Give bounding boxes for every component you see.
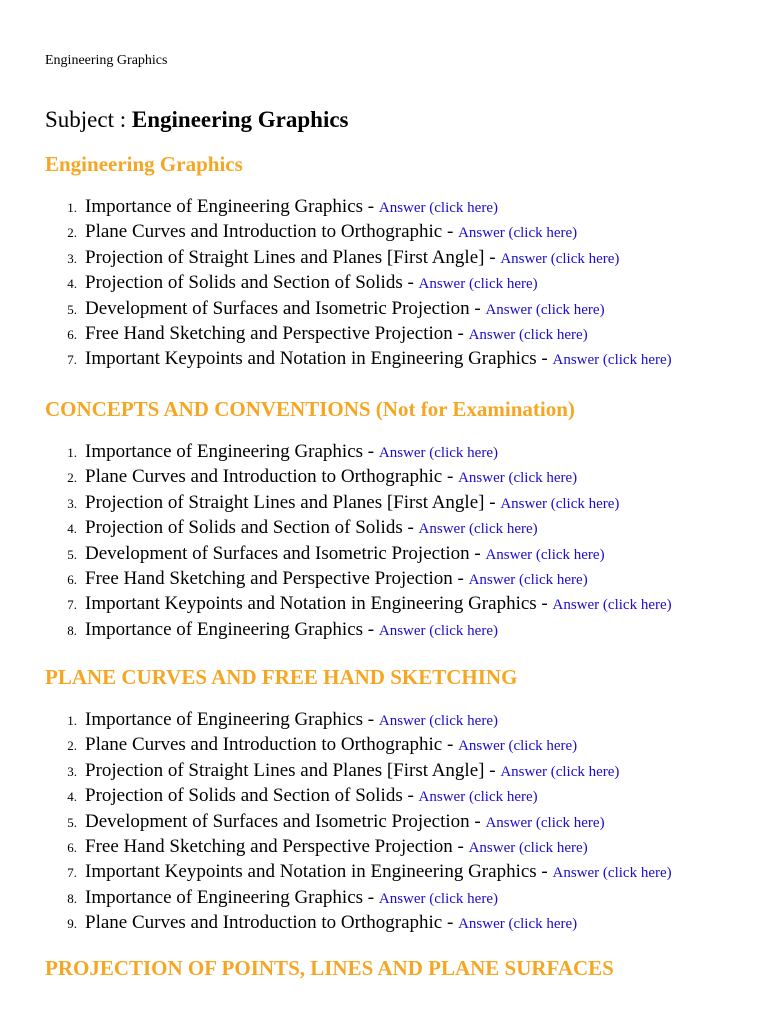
item-text: Projection of Solids and Section of Solids - <box>85 272 419 294</box>
list-item <box>45 298 735 321</box>
item-text: Important Keypoints and Notation in Engineering Graphics - <box>85 348 553 370</box>
list-item <box>45 836 735 859</box>
item-text: Development of Surfaces and Isometric Projection - <box>85 297 486 319</box>
item-text: Importance of Engineering Graphics - <box>85 618 379 640</box>
item-number: 4. <box>67 521 77 537</box>
question-list <box>45 441 735 644</box>
answer-link[interactable]: Answer (click here) <box>418 521 538 538</box>
list-item <box>45 492 735 515</box>
list-item <box>45 734 735 757</box>
list-item <box>45 517 735 540</box>
item-number: 4. <box>67 276 77 292</box>
item-text: Projection of Straight Lines and Planes [First Angle] - <box>85 759 501 781</box>
answer-link[interactable]: Answer (click here) <box>378 713 498 729</box>
section-title: PLANE CURVES AND FREE HAND SKETCHING <box>45 665 518 689</box>
item-number: 6. <box>67 571 77 587</box>
list-item <box>45 887 735 910</box>
item-text: Free Hand Sketching and Perspective Projection - <box>85 322 469 344</box>
answer-link[interactable]: Answer (click here) <box>468 326 588 343</box>
item-number: 6. <box>67 326 77 342</box>
list-item <box>45 272 735 295</box>
list-item <box>45 323 735 346</box>
item-text: Free Hand Sketching and Perspective Projection - <box>85 835 469 857</box>
section-title: PROJECTION OF POINTS, LINES AND PLANE SURFACES <box>45 956 614 980</box>
item-text: Important Keypoints and Notation in Engineering Graphics - <box>85 593 553 615</box>
item-number: 7. <box>67 865 77 881</box>
item-number: 1. <box>67 200 77 215</box>
item-text: Importance of Engineering Graphics - <box>85 886 379 908</box>
section-title: Engineering Graphics <box>45 152 243 176</box>
list-item <box>45 348 735 371</box>
answer-link[interactable]: Answer (click here) <box>485 546 605 563</box>
answer-link[interactable]: Answer (click here) <box>378 890 498 907</box>
answer-link[interactable]: Answer (click here) <box>418 789 538 806</box>
item-number: 8. <box>67 622 77 638</box>
item-number: 3. <box>67 250 77 266</box>
list-item <box>45 196 735 219</box>
item-number: 3. <box>67 763 77 779</box>
list-item <box>45 593 735 616</box>
list-item <box>45 785 735 808</box>
list-item <box>45 568 735 591</box>
list-item <box>45 811 735 834</box>
answer-link[interactable]: Answer (click here) <box>458 738 578 755</box>
item-number: 1. <box>67 713 77 728</box>
answer-link[interactable]: Answer (click here) <box>458 916 578 933</box>
list-item <box>45 466 735 489</box>
item-text: Plane Curves and Introduction to Orthographic - <box>85 912 459 934</box>
item-text: Projection of Solids and Section of Solids - <box>85 785 419 807</box>
answer-link[interactable]: Answer (click here) <box>485 814 605 831</box>
item-text: Projection of Solids and Section of Solids - <box>85 517 419 539</box>
item-number: 2. <box>67 470 77 486</box>
answer-link[interactable]: Answer (click here) <box>500 250 620 267</box>
list-item <box>45 619 735 642</box>
section-title: CONCEPTS AND CONVENTIONS (Not for Examination) <box>45 397 575 421</box>
answer-link[interactable]: Answer (click here) <box>552 352 672 369</box>
question-list <box>45 709 735 938</box>
list-item <box>45 543 735 566</box>
answer-link[interactable]: Answer (click here) <box>500 495 620 512</box>
list-item <box>45 247 735 270</box>
item-number: 5. <box>67 814 77 830</box>
item-text: Importance of Engineering Graphics - <box>85 709 379 730</box>
answer-link[interactable]: Answer (click here) <box>378 445 498 461</box>
item-text: Importance of Engineering Graphics - <box>85 196 379 217</box>
item-number: 5. <box>67 546 77 562</box>
item-number: 9. <box>67 916 77 932</box>
item-text: Plane Curves and Introduction to Orthographic - <box>85 221 459 243</box>
question-list <box>45 196 735 374</box>
subject-prefix: Subject : <box>45 107 132 132</box>
answer-link[interactable]: Answer (click here) <box>468 839 588 856</box>
answer-link[interactable]: Answer (click here) <box>378 622 498 639</box>
answer-link[interactable]: Answer (click here) <box>552 597 672 614</box>
list-item <box>45 221 735 244</box>
running-head: Engineering Graphics <box>45 53 168 68</box>
item-text: Plane Curves and Introduction to Orthographic - <box>85 734 459 756</box>
item-text: Important Keypoints and Notation in Engineering Graphics - <box>85 861 553 883</box>
page-title <box>45 106 349 134</box>
list-item <box>45 709 735 732</box>
item-number: 4. <box>67 789 77 805</box>
answer-link[interactable]: Answer (click here) <box>378 200 498 216</box>
list-item <box>45 912 735 935</box>
item-text: Importance of Engineering Graphics - <box>85 441 379 462</box>
list-item <box>45 760 735 783</box>
item-number: 2. <box>67 225 77 241</box>
item-text: Free Hand Sketching and Perspective Projection - <box>85 567 469 589</box>
list-item <box>45 861 735 884</box>
list-item <box>45 441 735 464</box>
item-text: Projection of Straight Lines and Planes [First Angle] - <box>85 491 501 513</box>
item-text: Development of Surfaces and Isometric Projection - <box>85 810 486 832</box>
answer-link[interactable]: Answer (click here) <box>552 865 672 882</box>
answer-link[interactable]: Answer (click here) <box>458 470 578 487</box>
item-number: 3. <box>67 495 77 511</box>
item-number: 7. <box>67 352 77 368</box>
item-number: 6. <box>67 839 77 855</box>
item-text: Projection of Straight Lines and Planes [First Angle] - <box>85 246 501 268</box>
subject-name: Engineering Graphics <box>131 107 349 132</box>
item-number: 8. <box>67 890 77 906</box>
item-text: Plane Curves and Introduction to Orthographic - <box>85 466 459 488</box>
answer-link[interactable]: Answer (click here) <box>500 763 620 780</box>
item-number: 1. <box>67 445 77 460</box>
item-number: 7. <box>67 597 77 613</box>
item-text: Development of Surfaces and Isometric Projection - <box>85 542 486 564</box>
item-number: 5. <box>67 301 77 317</box>
item-number: 2. <box>67 738 77 754</box>
answer-link[interactable]: Answer (click here) <box>468 571 588 588</box>
answer-link[interactable]: Answer (click here) <box>458 225 578 242</box>
answer-link[interactable]: Answer (click here) <box>418 276 538 293</box>
answer-link[interactable]: Answer (click here) <box>485 301 605 318</box>
